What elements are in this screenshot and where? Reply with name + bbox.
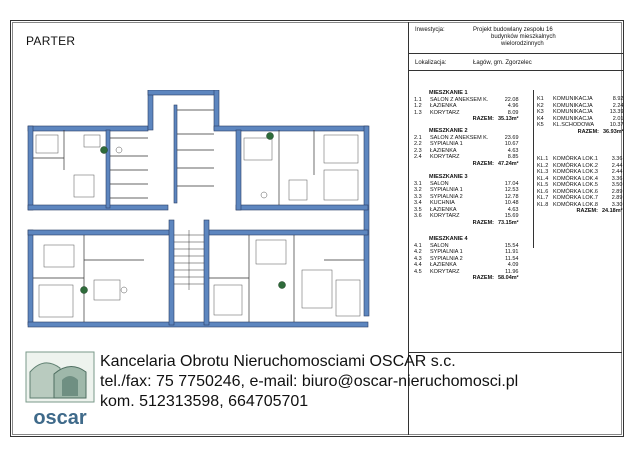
- apartment-1-section: [412, 90, 521, 123]
- office-name: Kancelaria Obrotu Nieruchomosciami OSCAR s.c.: [100, 353, 456, 370]
- table-divider: [533, 90, 534, 248]
- table-row: K5 KL.SCHODOWA 10.37: [537, 122, 624, 128]
- total-row: RAZEM: 35.13m²: [472, 116, 519, 123]
- total-row: RAZEM: 36.93m²: [577, 128, 624, 135]
- table-row: KL.3 KOMÓRKA LOK.3 2.44: [537, 169, 623, 175]
- office-phone-email: tel./fax: 75 7750246, e-mail: biuro@oscar-nieruchomosci.pl: [100, 373, 519, 390]
- table-row: 3.1 SALON 17.04: [414, 180, 519, 187]
- apartment-4-section: [412, 236, 521, 282]
- apartment-3-section: [412, 174, 521, 226]
- total-row: RAZEM: 47.24m²: [472, 160, 519, 167]
- table-row: 4.1 SALON 15.54: [414, 242, 519, 249]
- table-row: 1.2 ŁAZIENKA 4.96: [414, 103, 519, 110]
- table-row: 4.3 SYPIALNIA 2 11.54: [414, 255, 519, 262]
- table-row: K3 KOMUNIKACJA 13.39: [537, 109, 624, 115]
- table-row: 3.6 KORYTARZ 15.69: [414, 213, 519, 220]
- table-row: 1.1 SALON Z ANEKSEM K. 22.08: [414, 96, 519, 103]
- office-mobile: kom. 512313598, 664705701: [100, 393, 309, 410]
- table-row: 3.2 SYPIALNIA 1 12.53: [414, 187, 519, 194]
- table-row: 4.2 SYPIALNIA 1 11.91: [414, 249, 519, 256]
- table-row: KL.6 KOMÓRKA LOK.6 2.89: [537, 188, 623, 195]
- table-row: K1 KOMUNIKACJA 8.92: [537, 96, 624, 102]
- storage-section: [535, 156, 624, 215]
- table-row: KL.2 KOMÓRKA LOK.2 2.44: [537, 162, 623, 169]
- table-row: 1.3 KORYTARZ 8.09: [414, 109, 519, 116]
- location-value: Łagów, gm. Zgorzelec: [473, 60, 532, 66]
- apartment-4-title: MIESZKANIE 4: [429, 236, 468, 242]
- investment-line-2: budynków mieszkalnych: [491, 34, 556, 40]
- plan-title: PARTER: [26, 34, 76, 48]
- table-row: 2.3 ŁAZIENKA 4.63: [414, 147, 519, 154]
- table-row: 2.2 SYPIALNIA 1 10.67: [414, 141, 519, 148]
- communication-section: [535, 96, 626, 135]
- total-row: RAZEM: 73.15m²: [472, 219, 519, 226]
- total-row: RAZEM: 58.04m²: [472, 275, 519, 282]
- location-label: Lokalizacja:: [415, 60, 447, 66]
- apartment-1-title: MIESZKANIE 1: [429, 90, 468, 96]
- table-row: KL.7 KOMÓRKA LOK.7 2.89: [537, 195, 623, 201]
- divider: [409, 70, 623, 71]
- table-row: K2 KOMUNIKACJA 2.24: [537, 102, 624, 109]
- table-row: 2.4 KORYTARZ 8.85: [414, 154, 519, 161]
- table-row: KL.1 KOMÓRKA LOK.1 3.36: [537, 156, 623, 162]
- investment-label: Inwestycja:: [415, 27, 445, 33]
- apartment-3-title: MIESZKANIE 3: [429, 174, 468, 180]
- table-row: 4.5 KORYTARZ 11.96: [414, 268, 519, 275]
- apartment-2-section: [412, 128, 521, 167]
- oscar-logo-icon: [24, 350, 96, 432]
- investment-line-3: wielorodzinnych: [501, 41, 544, 47]
- table-row: KL.5 KOMÓRKA LOK.5 3.50: [537, 182, 623, 188]
- table-row: 3.3 SYPIALNIA 2 12.78: [414, 193, 519, 200]
- table-row: 2.1 SALON Z ANEKSEM K. 23.69: [414, 134, 519, 141]
- svg-text:oscar: oscar: [33, 407, 87, 429]
- table-row: 4.4 ŁAZIENKA 4.09: [414, 262, 519, 269]
- floor-plan: [24, 90, 394, 330]
- table-row: K4 KOMUNIKACJA 2.01: [537, 115, 624, 122]
- total-row: RAZEM: 24.18m²: [576, 208, 623, 214]
- table-row: KL.8 KOMÓRKA LOK.8 3.30: [537, 201, 623, 208]
- investment-line-1: Projekt budowlany zespołu 16: [473, 27, 553, 33]
- table-row: 3.5 ŁAZIENKA 4.63: [414, 206, 519, 213]
- office-contact: [100, 352, 518, 412]
- table-row: 3.4 KUCHNIA 10.48: [414, 200, 519, 207]
- apartment-2-title: MIESZKANIE 2: [429, 128, 468, 134]
- table-row: KL.4 KOMÓRKA LOK.4 3.36: [537, 175, 623, 182]
- oscar-logo: [24, 350, 96, 432]
- divider: [409, 53, 623, 54]
